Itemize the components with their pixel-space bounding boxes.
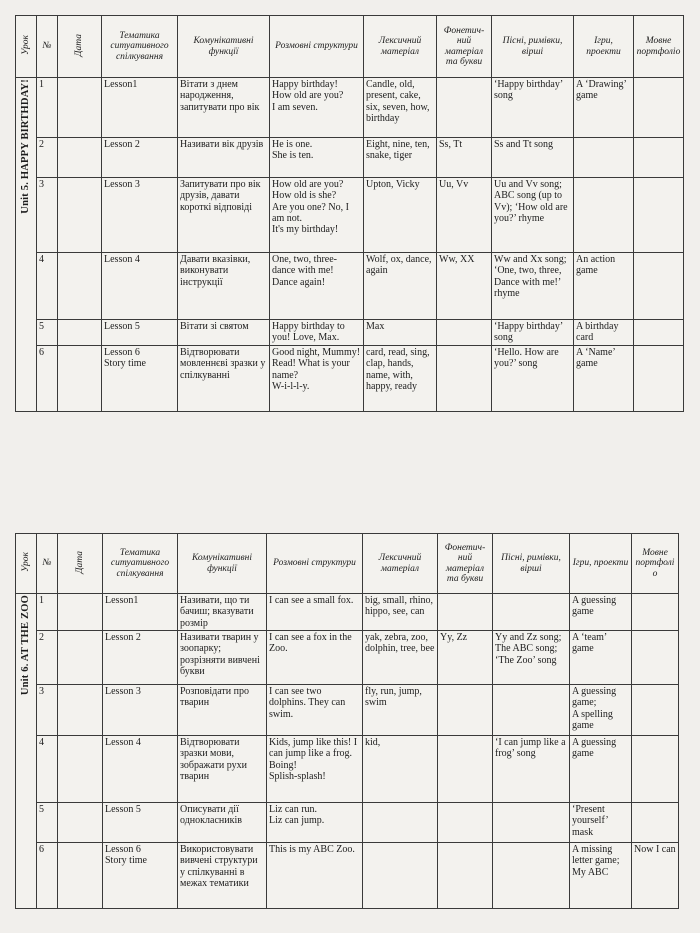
table-row	[16, 594, 679, 631]
date-cell	[58, 78, 102, 138]
header-songs: Пісні, римівки, вірші	[492, 16, 574, 78]
games-cell	[574, 178, 634, 253]
phonetic-cell	[438, 803, 493, 843]
header-structures: Розмовні структури	[267, 534, 363, 594]
row-number: 3	[37, 685, 58, 736]
header-topic: Тематика ситуативного спілкування	[102, 16, 178, 78]
lexical-cell: card, read, sing, clap, hands, name, with, happy, ready	[364, 346, 437, 412]
games-cell: A missing letter game; My ABC	[570, 843, 632, 909]
row-number: 4	[37, 253, 58, 320]
songs-cell	[493, 594, 570, 631]
topic-cell: Lesson 5	[103, 803, 178, 843]
structures-cell: Liz can run. Liz can jump.	[267, 803, 363, 843]
portfolio-cell	[632, 803, 679, 843]
games-cell: A ‘Name’ game	[574, 346, 634, 412]
row-number: 4	[37, 736, 58, 803]
header-topic: Тематика ситуативного спілкування	[103, 534, 178, 594]
header-row	[16, 16, 684, 78]
date-cell	[58, 594, 103, 631]
row-number: 5	[37, 320, 58, 346]
functions-cell: Давати вказівки, виконувати інструкції	[178, 253, 270, 320]
functions-cell: Називати вік друзів	[178, 138, 270, 178]
songs-cell	[493, 843, 570, 909]
portfolio-cell	[634, 346, 684, 412]
header-songs: Пісні, римівки, вірші	[493, 534, 570, 594]
lexical-cell: Candle, old, present, cake, six, seven, how, birthday	[364, 78, 437, 138]
songs-cell: Uu and Vv song; ABC song (up to Vv); ‘How old are you?’ rhyme	[492, 178, 574, 253]
games-cell: A ‘Drawing’ game	[574, 78, 634, 138]
row-number: 3	[37, 178, 58, 253]
table-row	[16, 138, 684, 178]
header-games: Ігри, проекти	[570, 534, 632, 594]
functions-cell: Розповідати про тварин	[178, 685, 267, 736]
topic-cell: Lesson 2	[102, 138, 178, 178]
lexical-cell: yak, zebra, zoo, dolphin, tree, bee	[363, 631, 438, 685]
header-number: №	[37, 16, 58, 78]
topic-cell: Lesson 2	[103, 631, 178, 685]
portfolio-cell	[632, 631, 679, 685]
lexical-cell	[363, 803, 438, 843]
songs-cell: Yy and Zz song; The ABC song; ‘The Zoo’ song	[493, 631, 570, 685]
games-cell	[574, 138, 634, 178]
lexical-cell: Eight, nine, ten, snake, tiger	[364, 138, 437, 178]
table-row	[16, 631, 679, 685]
topic-cell: Lesson 4	[102, 253, 178, 320]
structures-cell: How old are you? How old is she? Are you one? No, I am not. It's my birthday!	[270, 178, 364, 253]
header-phonetic: Фонетич- ний матеріал та букви	[438, 534, 493, 594]
header-lexical: Лексичний матеріал	[364, 16, 437, 78]
table-row	[16, 320, 684, 346]
row-number: 1	[37, 594, 58, 631]
songs-cell: ‘I can jump like a frog’ song	[493, 736, 570, 803]
lexical-cell: Max	[364, 320, 437, 346]
portfolio-cell	[634, 320, 684, 346]
row-number: 5	[37, 803, 58, 843]
row-number: 6	[37, 346, 58, 412]
games-cell: A guessing game	[570, 594, 632, 631]
topic-cell: Lesson 6 Story time	[102, 346, 178, 412]
songs-cell: ‘Happy birthday’ song	[492, 78, 574, 138]
phonetic-cell: Ss, Tt	[437, 138, 492, 178]
phonetic-cell: Uu, Vv	[437, 178, 492, 253]
topic-cell: Lesson 5	[102, 320, 178, 346]
functions-cell: Вітати з днем народження, запитувати про вік	[178, 78, 270, 138]
header-date: Дата	[58, 16, 102, 78]
structures-cell: Good night, Mummy! Read! What is your name? W-i-l-l-y.	[270, 346, 364, 412]
games-cell: An action game	[574, 253, 634, 320]
functions-cell: Називати, що ти бачиш; вказувати розмір	[178, 594, 267, 631]
portfolio-cell	[632, 736, 679, 803]
games-cell: A ‘team’ game	[570, 631, 632, 685]
table-row	[16, 346, 684, 412]
date-cell	[58, 138, 102, 178]
row-number: 6	[37, 843, 58, 909]
table-row	[16, 78, 684, 138]
phonetic-cell	[437, 320, 492, 346]
lexical-cell	[363, 843, 438, 909]
games-cell: A birthday card	[574, 320, 634, 346]
games-cell: A guessing game; A spelling game	[570, 685, 632, 736]
header-structures: Розмовні структури	[270, 16, 364, 78]
portfolio-cell	[632, 685, 679, 736]
topic-cell: Lesson 3	[103, 685, 178, 736]
lesson-plan-table-unit5	[15, 15, 684, 412]
functions-cell: Використовувати вивчені структури у спілкуванні в межах тематики	[178, 843, 267, 909]
date-cell	[58, 346, 102, 412]
functions-cell: Відтворювати мовленнєві зразки у спілкуванні	[178, 346, 270, 412]
row-number: 1	[37, 78, 58, 138]
phonetic-cell	[438, 736, 493, 803]
date-cell	[58, 320, 102, 346]
lexical-cell: fly, run, jump, swim	[363, 685, 438, 736]
row-number: 2	[37, 631, 58, 685]
songs-cell	[493, 803, 570, 843]
header-date: Дата	[58, 534, 103, 594]
lexical-cell: Upton, Vicky	[364, 178, 437, 253]
table-row	[16, 253, 684, 320]
phonetic-cell: Ww, XX	[437, 253, 492, 320]
date-cell	[58, 685, 103, 736]
songs-cell: Ss and Tt song	[492, 138, 574, 178]
date-cell	[58, 736, 103, 803]
table-row	[16, 685, 679, 736]
header-row	[16, 534, 679, 594]
topic-cell: Lesson 4	[103, 736, 178, 803]
header-functions: Комунікативні функції	[178, 534, 267, 594]
unit-label: Unit 5. HAPPY BIRTHDAY!	[16, 78, 37, 412]
portfolio-cell	[632, 594, 679, 631]
header-lesson: Урок	[16, 16, 37, 78]
functions-cell: Запитувати про вік друзів, давати короткі відповіді	[178, 178, 270, 253]
structures-cell: Kids, jump like this! I can jump like a frog. Boing! Splish-splash!	[267, 736, 363, 803]
portfolio-cell: Now I can	[632, 843, 679, 909]
topic-cell: Lesson1	[102, 78, 178, 138]
phonetic-cell	[438, 594, 493, 631]
header-games: Ігри, проекти	[574, 16, 634, 78]
structures-cell: I can see two dolphins. They can swim.	[267, 685, 363, 736]
date-cell	[58, 631, 103, 685]
structures-cell: I can see a fox in the Zoo.	[267, 631, 363, 685]
header-functions: Комунікативні функції	[178, 16, 270, 78]
phonetic-cell	[438, 685, 493, 736]
date-cell	[58, 253, 102, 320]
lexical-cell: kid,	[363, 736, 438, 803]
header-portfolio: Мовне портфоліо	[634, 16, 684, 78]
header-portfolio: Мовне портфоліо	[632, 534, 679, 594]
table-row	[16, 843, 679, 909]
row-number: 2	[37, 138, 58, 178]
lexical-cell: Wolf, ox, dance, again	[364, 253, 437, 320]
structures-cell: He is one. She is ten.	[270, 138, 364, 178]
lesson-plan-table-unit6	[15, 533, 679, 909]
table-row	[16, 736, 679, 803]
songs-cell	[493, 685, 570, 736]
topic-cell: Lesson 6 Story time	[103, 843, 178, 909]
lexical-cell: big, small, rhino, hippo, see, can	[363, 594, 438, 631]
date-cell	[58, 178, 102, 253]
songs-cell: ‘Happy birthday’ song	[492, 320, 574, 346]
header-lexical: Лексичний матеріал	[363, 534, 438, 594]
topic-cell: Lesson 3	[102, 178, 178, 253]
structures-cell: Happy birthday! How old are you? I am seven.	[270, 78, 364, 138]
portfolio-cell	[634, 253, 684, 320]
portfolio-cell	[634, 138, 684, 178]
structures-cell: One, two, three- dance with me! Dance again!	[270, 253, 364, 320]
games-cell: A guessing game	[570, 736, 632, 803]
structures-cell: Happy birthday to you! Love, Max.	[270, 320, 364, 346]
table-row	[16, 178, 684, 253]
phonetic-cell	[437, 346, 492, 412]
functions-cell: Називати тварин у зоопарку; розрізняти вивчені букви	[178, 631, 267, 685]
structures-cell: This is my ABC Zoo.	[267, 843, 363, 909]
portfolio-cell	[634, 78, 684, 138]
functions-cell: Вітати зі святом	[178, 320, 270, 346]
songs-cell: Ww and Xx song; ‘One, two, three, Dance with me!’ rhyme	[492, 253, 574, 320]
header-number: №	[37, 534, 58, 594]
functions-cell: Описувати дії однокласників	[178, 803, 267, 843]
games-cell: ‘Present yourself’ mask	[570, 803, 632, 843]
date-cell	[58, 843, 103, 909]
table-row	[16, 803, 679, 843]
phonetic-cell: Yy, Zz	[438, 631, 493, 685]
functions-cell: Відтворювати зразки мови, зображати рухи тварин	[178, 736, 267, 803]
songs-cell: ‘Hello. How are you?’ song	[492, 346, 574, 412]
phonetic-cell	[438, 843, 493, 909]
date-cell	[58, 803, 103, 843]
unit-label: Unit 6. AT THE ZOO	[16, 594, 37, 909]
topic-cell: Lesson1	[103, 594, 178, 631]
structures-cell: I can see a small fox.	[267, 594, 363, 631]
header-phonetic: Фонетич- ний матеріал та букви	[437, 16, 492, 78]
portfolio-cell	[634, 178, 684, 253]
phonetic-cell	[437, 78, 492, 138]
header-lesson: Урок	[16, 534, 37, 594]
